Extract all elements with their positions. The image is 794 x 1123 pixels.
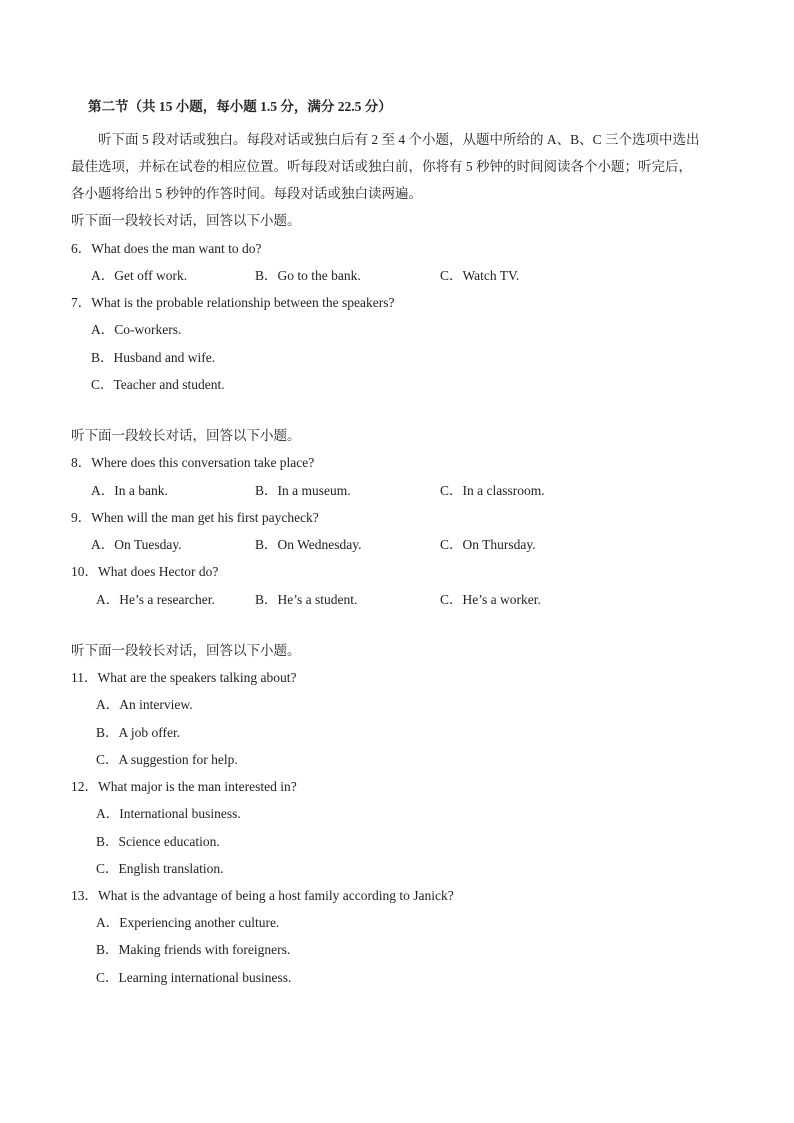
option-c: C．In a classroom. — [440, 483, 545, 498]
option-a: A．International business. — [96, 806, 241, 821]
option-c: C．Watch TV. — [440, 268, 520, 283]
option-c: C．English translation. — [96, 861, 224, 876]
question-stem: 6．What does the man want to do? — [71, 241, 262, 256]
option-b: B．Science education. — [96, 834, 220, 849]
option-b: B．Making friends with foreigners. — [96, 942, 291, 957]
question-stem: 8．Where does this conversation take place? — [71, 455, 315, 470]
intro-line-3: 各小题将给出 5 秒钟的作答时间。每段对话或独白读两遍。 — [71, 186, 422, 201]
option-a: A．He’s a researcher. — [96, 592, 215, 607]
section-heading: 第二节（共 15 小题，每小题 1.5 分，满分 22.5 分） — [88, 99, 392, 114]
intro-line-1: 听下面 5 段对话或独白。每段对话或独白后有 2 至 4 个小题，从题中所给的 A、B、C 三个选项中选出 — [98, 132, 700, 147]
option-b: B．He’s a student. — [255, 592, 358, 607]
question-stem: 7．What is the probable relationship between the speakers? — [71, 295, 395, 310]
question-stem: 11．What are the speakers talking about? — [71, 670, 297, 685]
option-b: B．In a museum. — [255, 483, 351, 498]
option-b: B．Go to the bank. — [255, 268, 361, 283]
option-a: A．On Tuesday. — [91, 537, 182, 552]
option-c: C．Learning international business. — [96, 970, 292, 985]
option-a: A．Experiencing another culture. — [96, 915, 280, 930]
option-c: C．On Thursday. — [440, 537, 536, 552]
option-b: B．A job offer. — [96, 725, 181, 740]
intro-line-2: 最佳选项，并标在试卷的相应位置。听每段对话或独白前，你将有 5 秒钟的时间阅读各个小题；听完后， — [71, 159, 692, 174]
question-stem: 13．What is the advantage of being a host family according to Janick? — [71, 888, 454, 903]
option-a: A．Co-workers. — [91, 322, 182, 337]
option-c: C．A suggestion for help. — [96, 752, 238, 767]
group-instruction: 听下面一段较长对话，回答以下小题。 — [71, 643, 301, 658]
option-c: C．Teacher and student. — [91, 377, 225, 392]
question-stem: 9．When will the man get his first paycheck? — [71, 510, 319, 525]
option-a: A．An interview. — [96, 697, 193, 712]
option-b: B．On Wednesday. — [255, 537, 362, 552]
group-instruction: 听下面一段较长对话，回答以下小题。 — [71, 213, 301, 228]
option-c: C．He’s a worker. — [440, 592, 541, 607]
option-a: A．In a bank. — [91, 483, 168, 498]
question-stem: 12．What major is the man interested in? — [71, 779, 297, 794]
option-b: B．Husband and wife. — [91, 350, 216, 365]
option-a: A．Get off work. — [91, 268, 188, 283]
question-stem: 10．What does Hector do? — [71, 564, 219, 579]
group-instruction: 听下面一段较长对话，回答以下小题。 — [71, 428, 301, 443]
